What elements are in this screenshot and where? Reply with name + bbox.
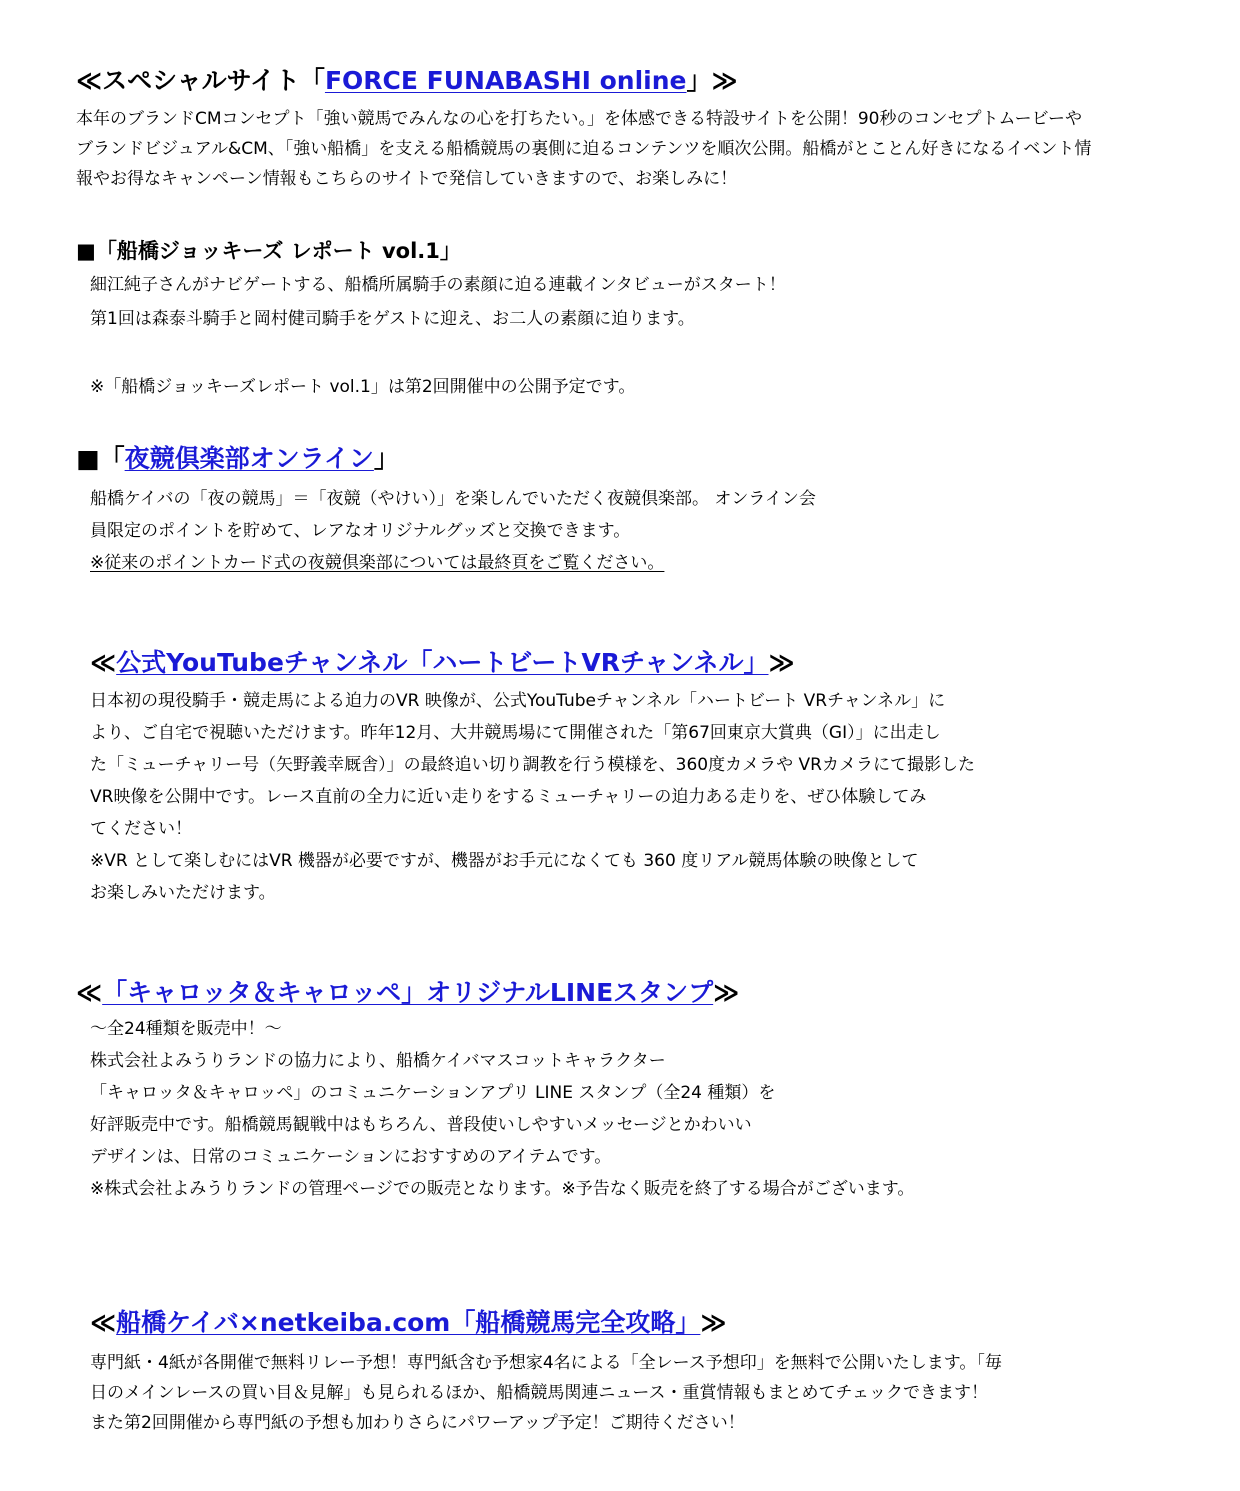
youtube-heading-prefix: ≪ <box>90 648 117 677</box>
youtube-heading <box>90 648 795 678</box>
youtube-line-6: ※VR として楽しむにはVR 機器が必要ですが、機器がお手元になくても 360 度リアル競馬体験の映像として <box>90 851 919 871</box>
jockeys-report-heading: ■「船橋ジョッキーズ レポート vol.1」 <box>76 239 461 263</box>
line-stamp-line-5: デザインは、日常のコミュニケーションにおすすめのアイテムです。 <box>90 1147 612 1167</box>
youtube-heading-suffix: ≫ <box>768 648 795 677</box>
jockeys-report-line-2: 第1回は森泰斗騎手と岡村健司騎手をゲストに迎え、お二人の素顔に迫ります。 <box>90 309 695 329</box>
night-club-online-link[interactable]: 夜競倶楽部オンライン <box>124 444 374 473</box>
special-site-text-line-3: 報やお得なキャンペーン情報もこちらのサイトで発信していきますので、お楽しみに！ <box>76 169 738 189</box>
night-club-line-2: 員限定のポイントを貯めて、レアなオリジナルグッズと交換できます。 <box>90 521 631 541</box>
special-site-text-line-1: 本年のブランドCMコンセプト「強い競馬でみんなの心を打ちたい。」を体感できる特設サイトを公開！90秒のコンセプトムービーや <box>76 109 1082 129</box>
line-stamp-line-1: ～全24種類を販売中！～ <box>90 1019 282 1039</box>
line-stamp-heading <box>76 978 739 1008</box>
line-stamp-line-6: ※株式会社よみうりランドの管理ページでの販売となります。※予告なく販売を終了する場合がございます。 <box>90 1179 915 1199</box>
netkeiba-line-2: 日のメインレースの買い目＆見解」も見られるほか、船橋競馬関連ニュース・重賞情報もまとめてチェックできます！ <box>90 1383 989 1403</box>
youtube-line-1: 日本初の現役騎手・競走馬による迫力のVR 映像が、公式YouTubeチャンネル「ハートビート VRチャンネル」に <box>90 691 946 711</box>
line-stamp-line-2: 株式会社よみうりランドの協力により、船橋ケイバマスコットキャラクター <box>90 1051 666 1071</box>
night-club-heading-suffix: 」 <box>373 444 399 473</box>
netkeiba-heading <box>90 1308 727 1338</box>
youtube-line-5: てください！ <box>90 819 192 839</box>
jockeys-report-note: ※「船橋ジョッキーズレポート vol.1」は第2回開催中の公開予定です。 <box>90 377 636 397</box>
line-stamp-line-4: 好評販売中です。船橋競馬観戦中はもちろん、普段使いしやすいメッセージとかわいい <box>90 1115 752 1135</box>
line-stamp-heading-prefix: ≪ <box>76 978 103 1007</box>
netkeiba-heading-suffix: ≫ <box>700 1308 727 1337</box>
netkeiba-line-1: 専門紙・4紙が各開催で無料リレー予想！専門紙含む予想家4名による「全レース予想印」を無料で公開いたします。「毎 <box>90 1353 1002 1373</box>
night-club-heading-prefix: ■「 <box>76 444 125 473</box>
netkeiba-line-3: また第2回開催から専門紙の予想も加わりさらにパワーアップ予定！ご期待ください！ <box>90 1413 745 1433</box>
youtube-line-4: VR映像を公開中です。レース直前の全力に近い走りをするミューチャリーの迫力ある走りを、ぜひ体験してみ <box>90 787 927 807</box>
youtube-channel-link[interactable]: 公式YouTubeチャンネル「ハートビートVRチャンネル」 <box>116 648 769 677</box>
special-site-heading <box>76 66 738 96</box>
night-club-note: ※従来のポイントカード式の夜競倶楽部については最終頁をご覧ください。 <box>90 553 665 573</box>
youtube-line-7: お楽しみいただけます。 <box>90 883 276 903</box>
night-club-heading <box>76 444 399 474</box>
special-site-heading-prefix: ≪スペシャルサイト「 <box>76 66 325 95</box>
force-funabashi-online-link[interactable]: FORCE FUNABASHI online <box>324 66 687 95</box>
youtube-line-2: より、ご自宅で視聴いただけます。昨年12月、大井競馬場にて開催された「第67回東京大賞典（GI）」に出走し <box>90 723 941 743</box>
netkeiba-link[interactable]: 船橋ケイバ×netkeiba.com「船橋競馬完全攻略」 <box>116 1308 701 1337</box>
special-site-heading-suffix: 」≫ <box>686 66 738 95</box>
night-club-line-1: 船橋ケイバの「夜の競馬」＝「夜競（やけい）」を楽しんでいただく夜競倶楽部。 オンライン会 <box>90 489 816 509</box>
special-site-text-line-2: ブランドビジュアル&CM、「強い船橋」を支える船橋競馬の裏側に迫るコンテンツを順次公開。船橋がとことん好きになるイベント情 <box>76 139 1092 159</box>
line-stamp-link[interactable]: 「キャロッタ＆キャロッペ」オリジナルLINEスタンプ <box>102 978 714 1007</box>
netkeiba-heading-prefix: ≪ <box>90 1308 117 1337</box>
jockeys-report-line-1: 細江純子さんがナビゲートする、船橋所属騎手の素顔に迫る連載インタビューがスタート！ <box>90 275 786 295</box>
line-stamp-line-3: 「キャロッタ＆キャロッペ」のコミュニケーションアプリ LINE スタンプ（全24 種類）を <box>90 1083 776 1103</box>
line-stamp-heading-suffix: ≫ <box>713 978 740 1007</box>
youtube-line-3: た「ミューチャリー号（矢野義幸厩舎）」の最終追い切り調教を行う模様を、360度カメラや VRカメラにて撮影した <box>90 755 975 775</box>
